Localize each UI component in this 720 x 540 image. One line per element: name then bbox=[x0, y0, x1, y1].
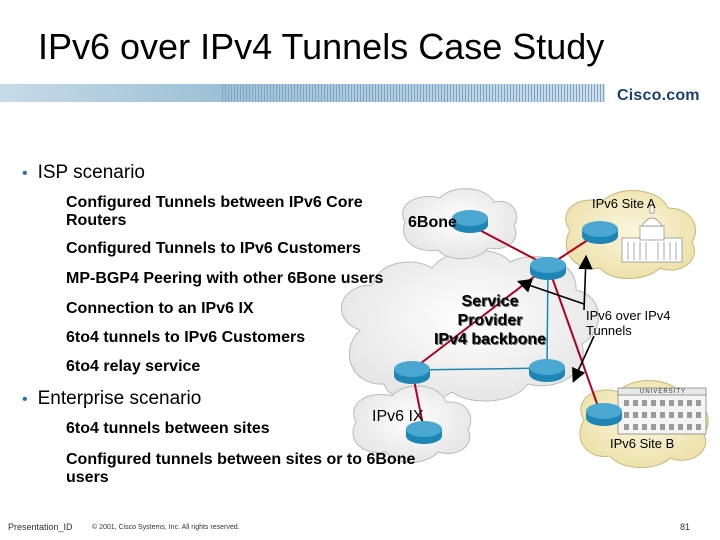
page-number: 81 bbox=[680, 522, 691, 532]
footer-presentation-id: Presentation_ID bbox=[8, 522, 73, 532]
bullet-isp-label: ISP scenario bbox=[37, 162, 145, 183]
site-b-label: IPv6 Site B bbox=[610, 436, 675, 451]
cisco-brand: Cisco.com bbox=[617, 87, 700, 104]
provider-label-line: Provider bbox=[457, 312, 523, 329]
provider-label bbox=[428, 292, 552, 349]
isp-item-2: Configured Tunnels to IPv6 Customers bbox=[66, 240, 361, 257]
slide-title: IPv6 over IPv4 Tunnels Case Study bbox=[38, 26, 605, 67]
bullet-enterprise-label: Enterprise scenario bbox=[37, 388, 202, 409]
enterprise-item-2: Configured tunnels between sites or to 6Bone users bbox=[66, 451, 416, 486]
ix-label: IPv6 IX bbox=[372, 408, 424, 425]
sixbone-label: 6Bone bbox=[408, 214, 457, 231]
tunnel-label: IPv6 over IPv4 Tunnels bbox=[586, 308, 671, 338]
router-icon bbox=[586, 403, 622, 426]
enterprise-item-1: 6to4 tunnels between sites bbox=[66, 420, 270, 437]
provider-label-line: IPv4 backbone bbox=[433, 331, 547, 348]
provider-label-line: Service bbox=[461, 293, 519, 310]
bullet-isp bbox=[22, 162, 145, 184]
university-label: UNIVERSITY bbox=[640, 389, 687, 395]
router-icon bbox=[394, 361, 430, 384]
isp-item-1: Configured Tunnels between IPv6 Core Routers bbox=[66, 194, 363, 229]
bullet-dot-icon: • bbox=[22, 165, 28, 182]
bullet-enterprise bbox=[22, 388, 201, 410]
site-a-label: IPv6 Site A bbox=[592, 196, 656, 211]
router-icon bbox=[582, 221, 618, 244]
router-icon bbox=[530, 257, 566, 280]
isp-item-4: Connection to an IPv6 IX bbox=[66, 300, 254, 317]
router-icon bbox=[529, 359, 565, 382]
bullet-dot-icon: • bbox=[22, 391, 28, 408]
isp-item-6: 6to4 relay service bbox=[66, 358, 201, 375]
router-icon bbox=[452, 210, 488, 233]
footer-copyright: © 2001, Cisco Systems, Inc. All rights reserved. bbox=[92, 524, 240, 531]
isp-item-5: 6to4 tunnels to IPv6 Customers bbox=[66, 329, 306, 346]
isp-item-3: MP-BGP4 Peering with other 6Bone users bbox=[66, 270, 384, 287]
